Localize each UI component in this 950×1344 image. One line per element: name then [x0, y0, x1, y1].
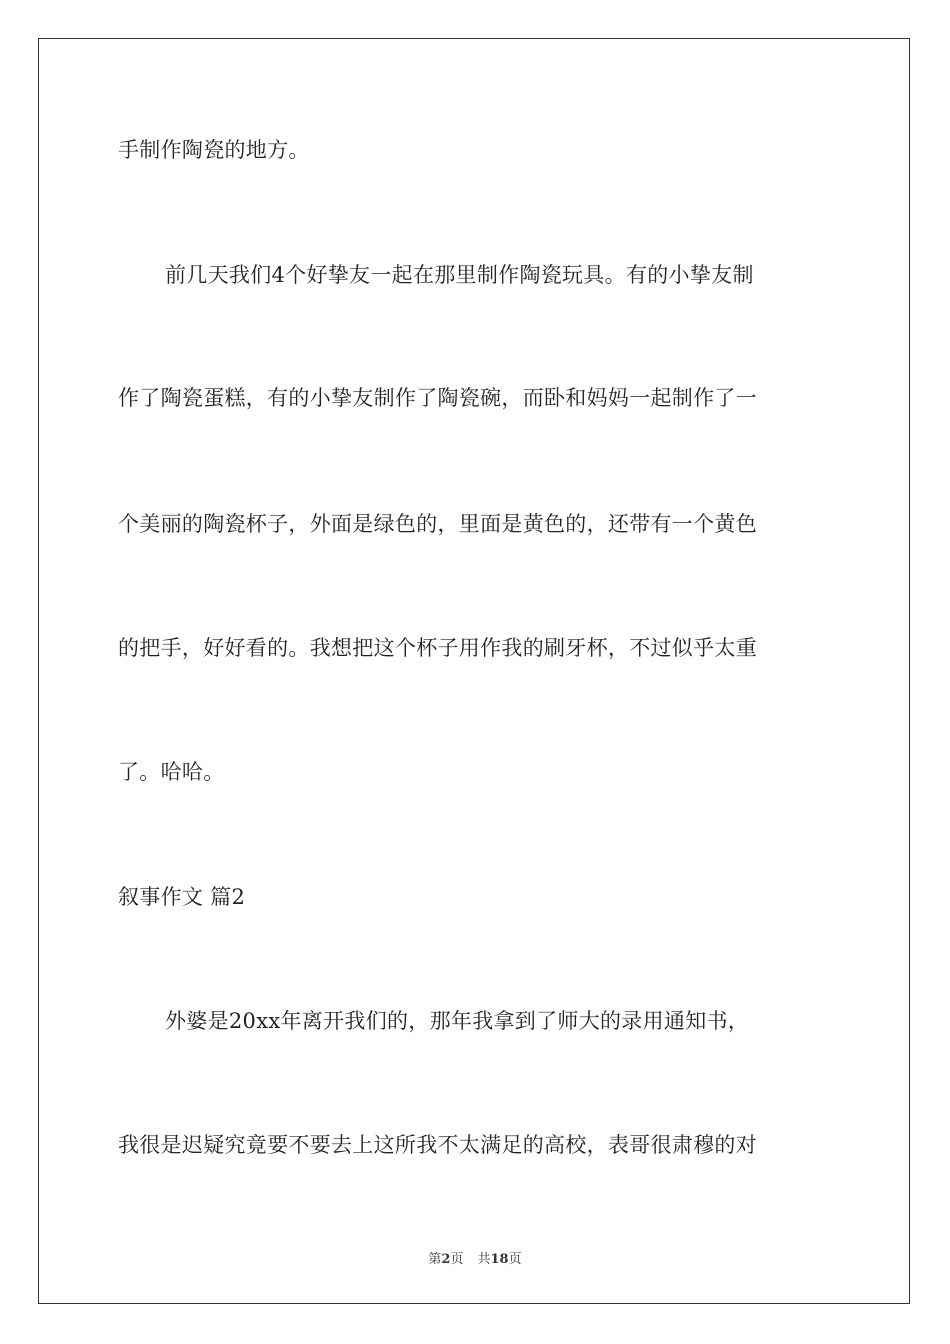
text-line-6: 了。哈哈。: [118, 760, 225, 784]
footer-page-prefix: 第: [428, 1252, 442, 1267]
text-line-3: 作了陶瓷蛋糕，有的小挚友制作了陶瓷碗，而卧和妈妈一起制作了一: [118, 386, 757, 410]
page-footer: [0, 1248, 950, 1267]
text-line-2: 前几天我们4个好挚友一起在那里制作陶瓷玩具。有的小挚友制: [165, 263, 754, 287]
text-line-5: 的把手，好好看的。我想把这个杯子用作我的刷牙杯，不过似乎太重: [118, 636, 757, 660]
text-line-4: 个美丽的陶瓷杯子，外面是绿色的，里面是黄色的，还带有一个黄色: [118, 512, 757, 536]
footer-page-suffix: 页: [450, 1252, 464, 1267]
section-heading: 叙事作文 篇2: [118, 885, 246, 909]
page-border: [38, 38, 910, 1304]
text-line-7: 外婆是20xx年离开我们的，那年我拿到了师大的录用通知书，: [165, 1009, 750, 1033]
footer-total-suffix: 页: [508, 1252, 522, 1267]
footer-page-current: 2: [441, 1252, 451, 1267]
text-line-1: 手制作陶瓷的地方。: [118, 138, 310, 162]
footer-total-prefix: 共: [477, 1252, 491, 1267]
footer-page-total: 18: [490, 1252, 509, 1267]
text-line-8: 我很是迟疑究竟要不要去上这所我不太满足的高校，表哥很肃穆的对: [118, 1133, 757, 1157]
